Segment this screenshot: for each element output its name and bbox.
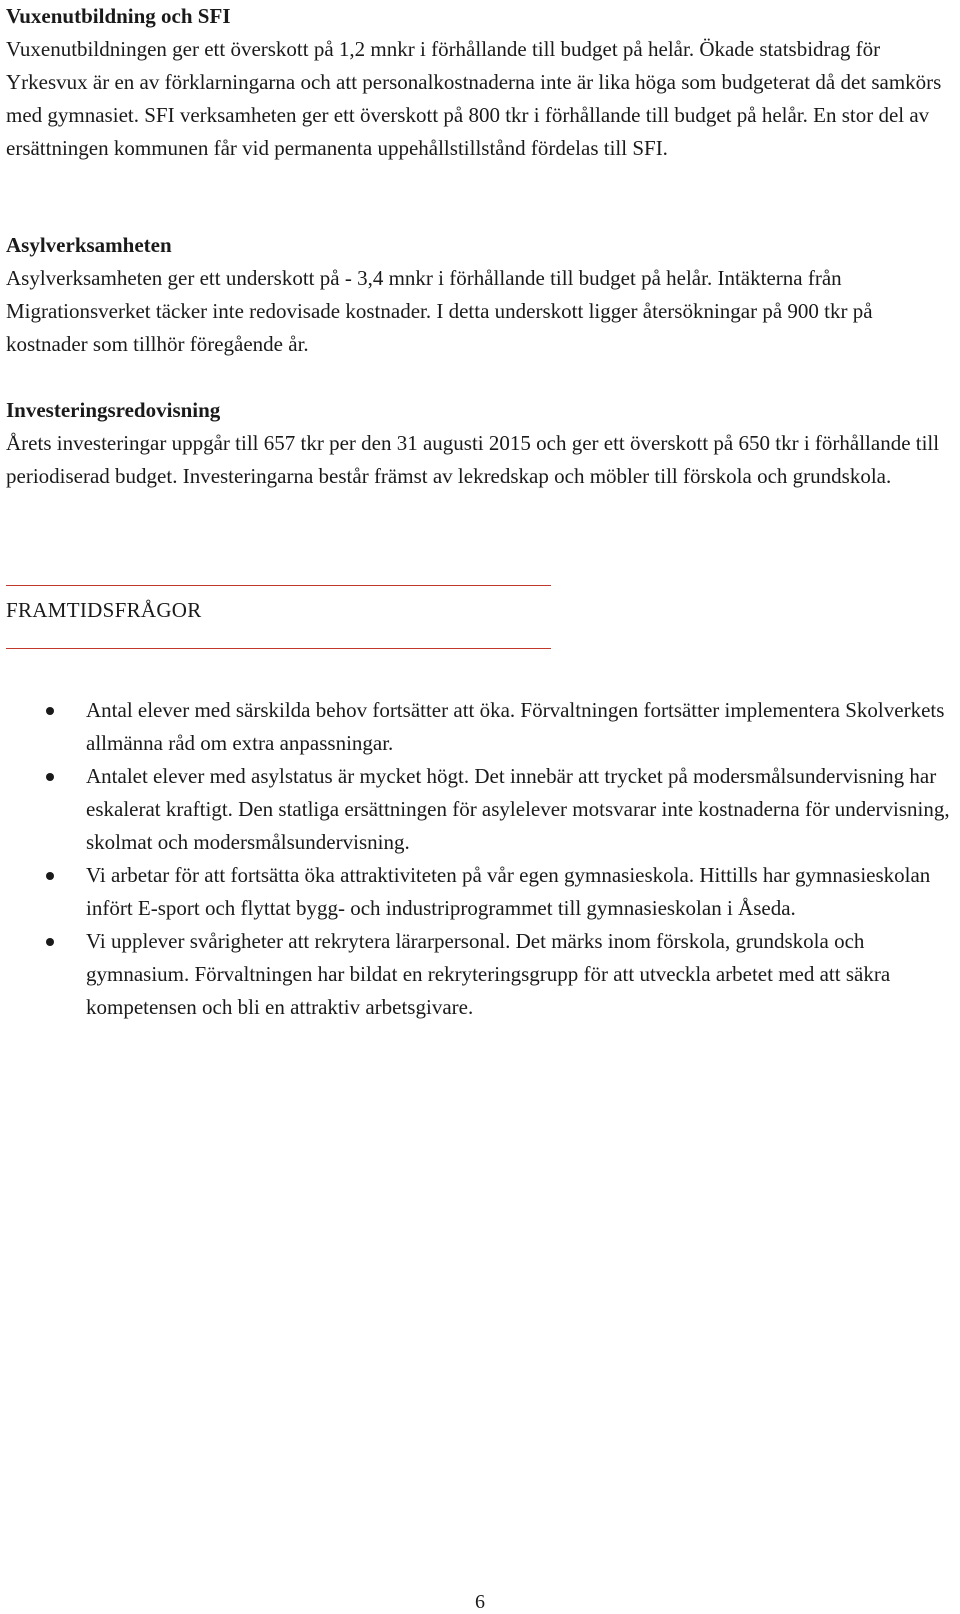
heading-rule-top: [6, 585, 551, 586]
list-item-text: Antal elever med särskilda behov fortsätter att öka. Förvaltningen fortsätter implementera Skolverkets allmänna råd om extra anpassningar.: [86, 698, 945, 755]
section-paragraph-asylverksamheten: Asylverksamheten ger ett underskott på - 3,4 mnkr i förhållande till budget på helår. Intäkterna från Migrationsverket täcker inte redovisade kostnader. I detta underskott ligger återsökningar på 900 tkr på kostnader som tillhör föregående år.: [6, 266, 873, 356]
section-vuxenutbildning: [6, 0, 946, 165]
list-item: [6, 760, 956, 859]
heading-rule-bottom: [6, 648, 551, 649]
page-number: 6: [475, 1591, 485, 1613]
section-asylverksamheten: [6, 229, 946, 361]
section-heading-investeringsredovisning: Investeringsredovisning: [6, 398, 221, 422]
section-paragraph-vuxenutbildning: Vuxenutbildningen ger ett överskott på 1,2 mnkr i förhållande till budget på helår. Ökade statsbidrag för Yrkesvux är en av förklarningarna och att personalkostnaderna inte är lika höga som budgeterat då det samkörs med gymnasiet. SFI verksamheten ger ett överskott på 800 tkr i förhållande till budget på helår. En stor del av ersättningen kommunen får vid permanenta uppehållstillstånd fördelas till SFI.: [6, 37, 942, 160]
list-item-text: Vi upplever svårigheter att rekrytera lärarpersonal. Det märks inom förskola, grundskola och gymnasium. Förvaltningen har bildat en rekryteringsgrupp för att utveckla arbetet med att säkra kompetensen och bli en attraktiv arbetsgivare.: [86, 929, 891, 1019]
bullet-icon: [46, 938, 54, 946]
list-item-text: Antalet elever med asylstatus är mycket högt. Det innebär att trycket på modersmålsundervisning har eskalerat kraftigt. Den statliga ersättningen för asylelever motsvarar inte kostnaderna för undervisning, skolmat och modersmålsundervisning.: [86, 764, 950, 854]
framtidsfragor-heading: FRAMTIDSFRÅGOR: [6, 598, 202, 622]
list-item: [6, 859, 956, 925]
section-heading-asylverksamheten: Asylverksamheten: [6, 233, 172, 257]
list-item: [6, 694, 956, 760]
framtidsfragor-list: [6, 694, 956, 1024]
section-paragraph-investeringsredovisning: Årets investeringar uppgår till 657 tkr per den 31 augusti 2015 och ger ett överskott på 650 tkr i förhållande till periodiserad budget. Investeringarna består främst av lekredskap och möbler till förskola och grundskola.: [6, 431, 940, 488]
bullet-icon: [46, 773, 54, 781]
list-item-text: Vi arbetar för att fortsätta öka attraktiviteten på vår egen gymnasieskola. Hittills har gymnasieskolan infört E-sport och flyttat bygg- och industriprogrammet till gymnasieskolan i Åseda.: [86, 863, 931, 920]
bullet-icon: [46, 872, 54, 880]
bullet-icon: [46, 707, 54, 715]
section-investeringsredovisning: [6, 394, 946, 493]
list-item: [6, 925, 956, 1024]
section-heading-vuxenutbildning: Vuxenutbildning och SFI: [6, 4, 231, 28]
